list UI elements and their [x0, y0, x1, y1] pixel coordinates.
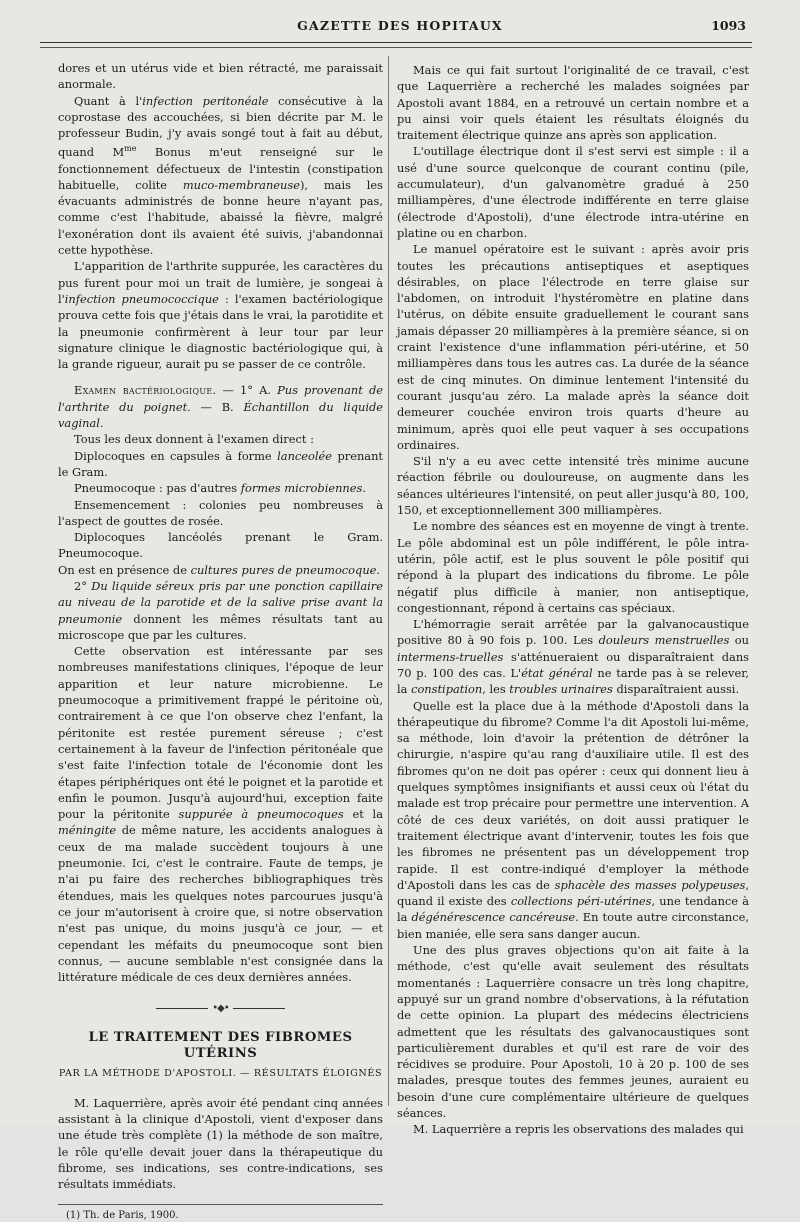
paragraph: Pneumocoque : pas d'autres formes microbiennes. — [74, 481, 366, 496]
paragraph: dores et un utérus vide et bien rétracté, me paraissait anormale. — [58, 61, 383, 92]
paragraph: Quelle est la place due à la méthode d'Apostoli dans la thérapeutique du fibrome? Comme l'a dit Apostoli lui-même, sa méthode, loin d'avoir la prétention de détrôner la chirurgie, n'aspire qu'au rang d'auxiliaire utile. Il est des fibromes qu'on ne doit pas opérer : ceux qui donnent lieu à quelques symptômes insignifiants et aussi ceux où l'état du malade est trop précaire pour permettre une intervention. A côté de ces deux variétés, on doit aussi pratiquer le traitement électrique avant d'intervenir, toutes les fois que les fibromes ne présentent pas un développement trop rapide. Il est contre-indiqué d'employer la méthode d'Apostoli dans les cas de sphacèle des masses polypeuses, quand il existe des collections péri-utérines, une tendance à la dégénérescence cancéreuse. En toute autre circonstance, bien maniée, elle sera sans danger aucun. — [397, 698, 749, 941]
column-divider — [388, 56, 389, 1106]
paragraph: S'il n'y a eu avec cette intensité très minime aucune réaction fébrile ou douloureuse, on augmente dans les séances ultérieures l'intensité, on peut aller jusqu'à 80, 100, 150, et exceptionnellement 300 milliampères. — [397, 454, 749, 518]
section-title: LE TRAITEMENT DES FIBROMES UTÉRINS — [88, 1029, 353, 1062]
paragraph: Cette observation est intéressante par ses nombreuses manifestations cliniques, l'époque de leur apparition et leur nature microbienne. Le pneumocoque a primitivement frappé le péritoine où, contrairement à ce que l'on observe chez l'enfant, la péritonite est restée purement séreuse ; c'est certainement à la faveur de l'infection péritonéale que s'est faite l'infection totale de l'économie dont les étapes périphériques ont été le poignet et la parotide et enfin le poumon. Jusqu'à aujourd'hui, exception faite pour la péritonite suppurée à pneumocoques et la méningite de même nature, les accidents analogues à ceux de ma malade succèdent toujours à une pneumonie. Ici, c'est le contraire. Faute de temps, je n'ai pu faire des recherches bibliographiques très étendues, mais les quelques notes parcourues jusqu'à ce jour m'autorisent à croire que, si notre observation n'est pas unique, du moins jusqu'à ce jour, — et cependant les méfaits du pneumocoque sont bien connus, — aucune semblable n'est consignée dans la littérature médicale de ces deux dernières années. — [58, 644, 383, 985]
paragraph: Une des plus graves objections qu'on ait faite à la méthode, c'est qu'elle avait seulement des résultats momentanés : Laquerrière consacre un très long chapitre, appuyé sur un grand nombre d'observations, à la réfutation de cette opinion. La plupart des médecins électriciens admettent que les résultats des galvanocaustiques sont particulièrement durables et qu'il est rare de voir des récidives se produire. Pour Apostoli, 10 à 20 p. 100 de ses malades, presque toutes des femmes jeunes, auraient eu besoin d'une cure complémentaire ultérieure de quelques séances. — [397, 943, 749, 1120]
paragraph: Ensemencement : colonies peu nombreuses à l'aspect de gouttes de rosée. — [58, 497, 383, 528]
right-column — [397, 62, 749, 1138]
paragraph-exam-heading: Examen bactériologique. — 1° A. Pus provenant de l'arthrite du poignet. — B. Échantillon du liquide vaginal. — [58, 383, 383, 431]
journal-title: GAZETTE DES HOPITAUX — [297, 18, 503, 33]
paragraph: Diplocoques en capsules à forme lanceolée prenant le Gram. — [58, 448, 383, 479]
footnote-rule — [58, 1204, 383, 1205]
paragraph: Diplocoques lancéolés prenant le Gram. Pneumocoque. — [58, 530, 383, 561]
paragraph: M. Laquerrière a repris les observations des malades qui — [413, 1122, 744, 1137]
paragraph: Le nombre des séances est en moyenne de vingt à trente. Le pôle abdominal est un pôle indifférent, le pôle intra-utérin, pôle actif, est le plus souvent le pôle positif qui répond à la plupart des indications du fibrome. Le pôle négatif plus difficile à manier, non antiseptique, congestionnant, répond à certains cas spéciaux. — [397, 519, 749, 615]
footnote: (1) Th. de Paris, 1900. — [66, 1210, 179, 1222]
paragraph: Tous les deux donnent à l'examen direct : — [74, 432, 314, 447]
header-rule-thin — [40, 47, 752, 48]
page-number: 1093 — [711, 18, 746, 33]
header-rule — [40, 42, 752, 43]
section-subtitle: PAR LA MÉTHODE D'APOSTOLI. — RÉSULTATS ÉLOIGNÉS — [58, 1068, 383, 1080]
page-header — [40, 12, 760, 36]
paragraph: Le manuel opératoire est le suivant : après avoir pris toutes les précautions antiseptiques et aseptiques désirables, on place l'électrode en terre glaise sur l'abdomen, on introduit l'hystéromètre en platine dans l'utérus, on débite ensuite graduellement le courant sans jamais dépasser 20 milliampères à la première séance, si on craint l'existence d'une inflammation péri-utérine, et 50 milliampères dans tous les autres cas. La durée de la séance est de cinq minutes. On diminue lentement l'intensité du courant jusqu'au zéro. La malade après la séance doit demeurer couchée environ trois quarts d'heure au minimum, après quoi elle peut vaquer à ses occupations ordinaires. — [397, 242, 749, 452]
paragraph: L'hémorragie serait arrêtée par la galvanocaustique positive 80 à 90 fois p. 100. Les douleurs menstruelles ou intermens-truelles s'atténueraient ou disparaîtraient dans 70 p. 100 des cas. L'état général ne tarde pas à se relever, la constipation, les troubles urinaires disparaîtraient aussi. — [397, 617, 750, 697]
paragraph: 2° Du liquide séreux pris par une ponction capillaire au niveau de la parotide et de la salive prise avant la pneumonie donnent les mêmes résultats tant au microscope que par les cultures. — [58, 579, 383, 642]
paragraph: L'apparition de l'arthrite suppurée, les caractères du pus furent pour moi un trait de lumière, je songeai à l'infection pneumococcique : l'examen bactériologique prouva cette fois que j'étais dans le vrai, la parotidite et la pneumonie confirmèrent à leur tour par leur signature clinique le diagnostic bactériologique qui, à la grande rigueur, aurait pu se passer de ce contrôle. — [58, 259, 383, 372]
paragraph: On est en présence de cultures pures de pneumocoque. — [58, 562, 381, 577]
section-ornament: •◆• — [58, 1001, 383, 1017]
paragraph: Mais ce qui fait surtout l'originalité de ce travail, c'est que Laquerrière a recherché les malades soignées par Apostoli avant 1884, en a retrouvé un certain nombre et a pu ainsi voir quels étaient les résultats éloignés du traitement électrique quinze ans après son application. — [397, 63, 749, 143]
paragraph: Quant à l'infection peritonéale consécutive à la coprostase des accouchées, si bien décrite par M. le professeur Budin, j'y avais songé tout à fait au début, quand $M^{me}$ Bonus m'eut renseigné sur le fonctionnement défectueux de l'intestin (constipation habituelle, colite muco-membraneuse), mais les évacuants administrés de bonne heure n'ayant pas, comme c'est l'habitude, abaissé la fièvre, malgré l'exonération dont ils avaient été suivis, j'abandonnai cette hypothèse. — [58, 93, 383, 258]
left-column — [58, 60, 383, 1222]
paragraph: M. Laquerrière, après avoir été pendant cinq années assistant à la clinique d'Apostoli, vient d'exposer dans une étude très complète (1) la méthode de son maître, le rôle qu'elle devait jouer dans la thérapeutique du fibrome, ses indications, ses contre-indications, ses résultats immédiats. — [58, 1095, 383, 1192]
paragraph: L'outillage électrique dont il s'est servi est simple : il a usé d'une source quelconque de courant continu (pile, accumulateur), d'un galvanomètre gradué à 250 milliampères, d'une électrode indifférente en terre glaise (électrode d'Apostoli), d'une électrode intra-utérine en platine ou en charbon. — [397, 144, 749, 240]
